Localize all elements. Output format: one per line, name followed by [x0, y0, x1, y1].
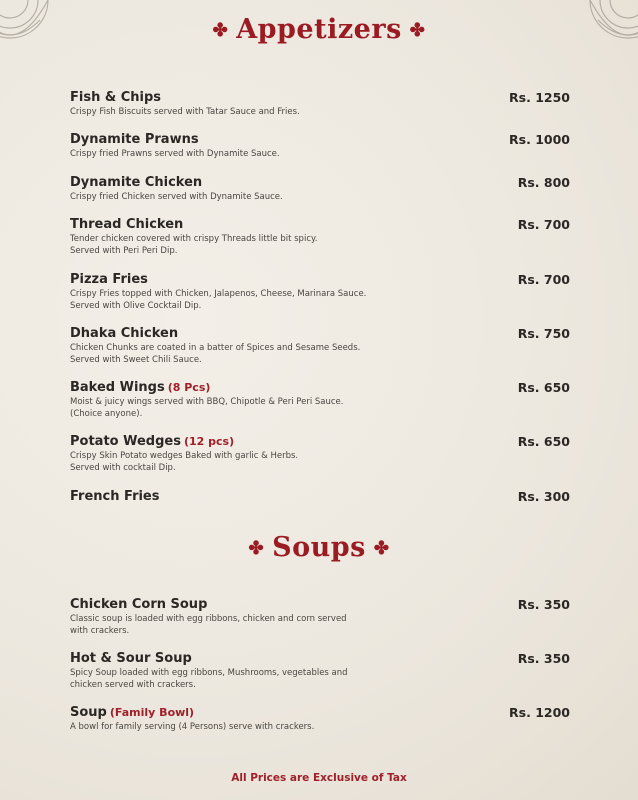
item-name-text: Potato Wedges	[70, 434, 181, 449]
menu-item-name	[70, 175, 570, 191]
item-name-text: Hot & Sour Soup	[70, 651, 192, 666]
menu-item	[70, 272, 570, 312]
item-name-text: Thread Chicken	[70, 217, 184, 232]
item-name-text: Chicken Corn Soup	[70, 597, 208, 612]
menu-item-description: Tender chicken covered with crispy Threads little bit spicy. Served with Peri Peri Dip.	[70, 234, 318, 256]
soups-title: Soups	[272, 532, 366, 563]
diamond-ornament-icon: ✤	[212, 20, 229, 41]
menu-item-description: Crispy fried Chicken served with Dynamite Sauce.	[70, 192, 283, 202]
menu-item-name	[70, 489, 570, 505]
menu-item-name	[70, 90, 570, 106]
menu-item-price: Rs. 1000	[509, 132, 570, 147]
item-name-text: Dhaka Chicken	[70, 326, 179, 341]
item-portion-tag: (12 pcs)	[183, 435, 235, 448]
menu-item	[70, 326, 570, 366]
menu-item-price: Rs. 1200	[509, 705, 570, 720]
menu-item-price: Rs. 300	[517, 489, 570, 504]
soups-heading	[0, 532, 638, 563]
menu-item-description: Classic soup is loaded with egg ribbons, chicken and corn served with crackers.	[70, 614, 347, 636]
menu-item	[70, 217, 570, 257]
menu-item-description: Chicken Chunks are coated in a batter of Spices and Sesame Seeds. Served with Sweet Chili Sauce.	[70, 343, 361, 365]
menu-item-name	[70, 434, 570, 450]
item-name-text: Pizza Fries	[70, 272, 148, 287]
diamond-ornament-icon: ✤	[409, 20, 426, 41]
menu-item	[70, 175, 570, 204]
item-name-text: Dynamite Prawns	[70, 132, 199, 147]
menu-item	[70, 434, 570, 474]
menu-item	[70, 705, 570, 734]
menu-item-price: Rs. 1250	[509, 90, 570, 105]
menu-item-description: Crispy Fries topped with Chicken, Jalapenos, Cheese, Marinara Sauce. Served with Olive Cocktail Dip.	[70, 289, 367, 311]
item-name-text: Baked Wings	[70, 380, 165, 395]
menu-item-description: Crispy fried Prawns served with Dynamite Sauce.	[70, 149, 280, 159]
menu-item-price: Rs. 750	[517, 326, 570, 341]
menu-item-description: Crispy Skin Potato wedges Baked with garlic & Herbs. Served with cocktail Dip.	[70, 451, 299, 473]
menu-item	[70, 597, 570, 637]
menu-item	[70, 380, 570, 420]
menu-item-name	[70, 380, 570, 396]
menu-item-price: Rs. 650	[517, 380, 570, 395]
diamond-ornament-icon: ✤	[248, 538, 265, 559]
diamond-ornament-icon: ✤	[373, 538, 390, 559]
menu-item-price: Rs. 700	[517, 272, 570, 287]
menu-item-name	[70, 597, 570, 613]
menu-item-name	[70, 651, 570, 667]
menu-item	[70, 132, 570, 161]
menu-item-price: Rs. 650	[517, 434, 570, 449]
menu-item-description: A bowl for family serving (4 Persons) serve with crackers.	[70, 722, 315, 732]
item-name-text: French Fries	[70, 489, 160, 504]
menu-item-name	[70, 272, 570, 288]
item-name-text: Dynamite Chicken	[70, 175, 203, 190]
menu-item-description: Spicy Soup loaded with egg ribbons, Mushrooms, vegetables and chicken served with crackers.	[70, 668, 348, 690]
menu-item-price: Rs. 350	[517, 597, 570, 612]
menu-item-name	[70, 705, 570, 721]
item-portion-tag: (8 Pcs)	[167, 381, 211, 394]
appetizers-title: Appetizers	[236, 14, 402, 45]
menu-item-price: Rs. 350	[517, 651, 570, 666]
menu-item-name	[70, 132, 570, 148]
menu-item-price: Rs. 700	[517, 217, 570, 232]
tax-note: All Prices are Exclusive of Tax	[231, 772, 407, 784]
menu-item-name	[70, 326, 570, 342]
menu-item	[70, 651, 570, 691]
menu-item-price: Rs. 800	[517, 175, 570, 190]
menu-item	[70, 90, 570, 119]
item-name-text: Fish & Chips	[70, 90, 162, 105]
item-portion-tag: (Family Bowl)	[109, 706, 195, 719]
menu-item-description: Moist & juicy wings served with BBQ, Chipotle & Peri Peri Sauce. (Choice anyone).	[70, 397, 344, 419]
appetizers-heading	[0, 14, 638, 45]
menu-item-description: Crispy Fish Biscuits served with Tatar Sauce and Fries.	[70, 107, 300, 117]
menu-item	[70, 489, 570, 505]
item-name-text: Soup	[70, 705, 107, 720]
menu-item-name	[70, 217, 570, 233]
